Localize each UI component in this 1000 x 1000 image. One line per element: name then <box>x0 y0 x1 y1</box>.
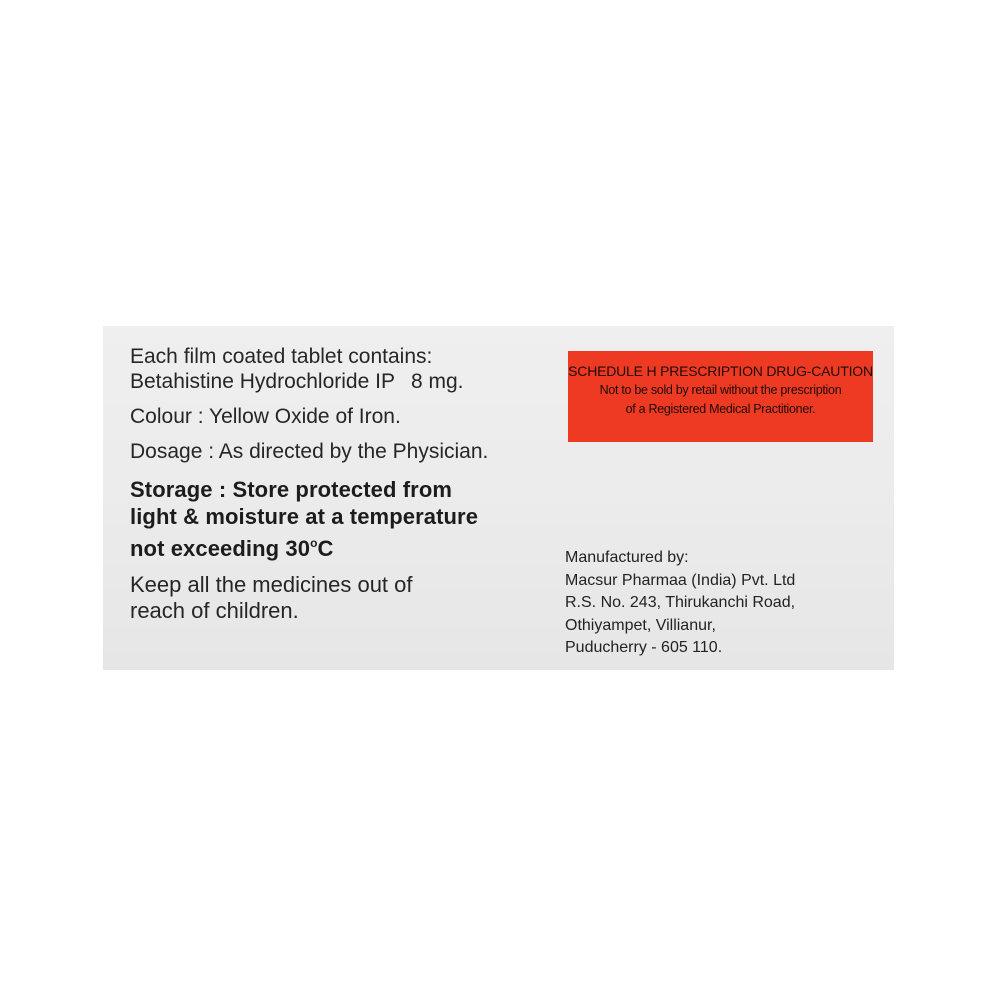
manufacturer-address-3: Puducherry - 605 110. <box>565 639 723 656</box>
manufacturer-info <box>565 547 865 660</box>
colour-info: Colour : Yellow Oxide of Iron. <box>130 405 401 428</box>
warning-line-2: reach of children. <box>130 598 299 623</box>
storage-instructions <box>130 476 550 562</box>
composition-heading: Each film coated tablet contains: <box>130 345 433 368</box>
manufacturer-address-1: R.S. No. 243, Thirukanchi Road, <box>565 594 796 611</box>
manufacturer-label: Manufactured by: <box>565 549 689 566</box>
storage-temperature-text: not exceeding 30 <box>130 536 311 561</box>
schedule-h-caution-box <box>568 351 873 442</box>
caution-line-1: Not to be sold by retail without the prescription <box>599 383 842 397</box>
warning-line-1: Keep all the medicines out of <box>130 572 413 597</box>
medicine-label-panel <box>103 326 894 670</box>
temperature-unit: C <box>317 536 334 561</box>
storage-line-2: light & moisture at a temperature <box>130 504 479 529</box>
dosage-info: Dosage : As directed by the Physician. <box>130 440 489 463</box>
storage-line-1: Storage : Store protected from <box>130 477 453 502</box>
manufacturer-address-2: Othiyampet, Villianur, <box>565 616 716 634</box>
composition-ingredient-line <box>130 369 550 394</box>
ingredient-strength: 8 mg. <box>410 370 464 393</box>
manufacturer-name: Macsur Pharmaa (India) Pvt. Ltd <box>565 571 796 589</box>
storage-line-3 <box>130 530 550 562</box>
caution-title: SCHEDULE H PRESCRIPTION DRUG-CAUTION <box>568 363 873 379</box>
caution-line-2: of a Registered Medical Practitioner. <box>625 402 816 416</box>
child-safety-warning <box>130 572 550 624</box>
degree-symbol: o <box>310 536 318 550</box>
product-info-column <box>130 344 550 624</box>
ingredient-name: Betahistine Hydrochloride IP <box>130 370 395 393</box>
